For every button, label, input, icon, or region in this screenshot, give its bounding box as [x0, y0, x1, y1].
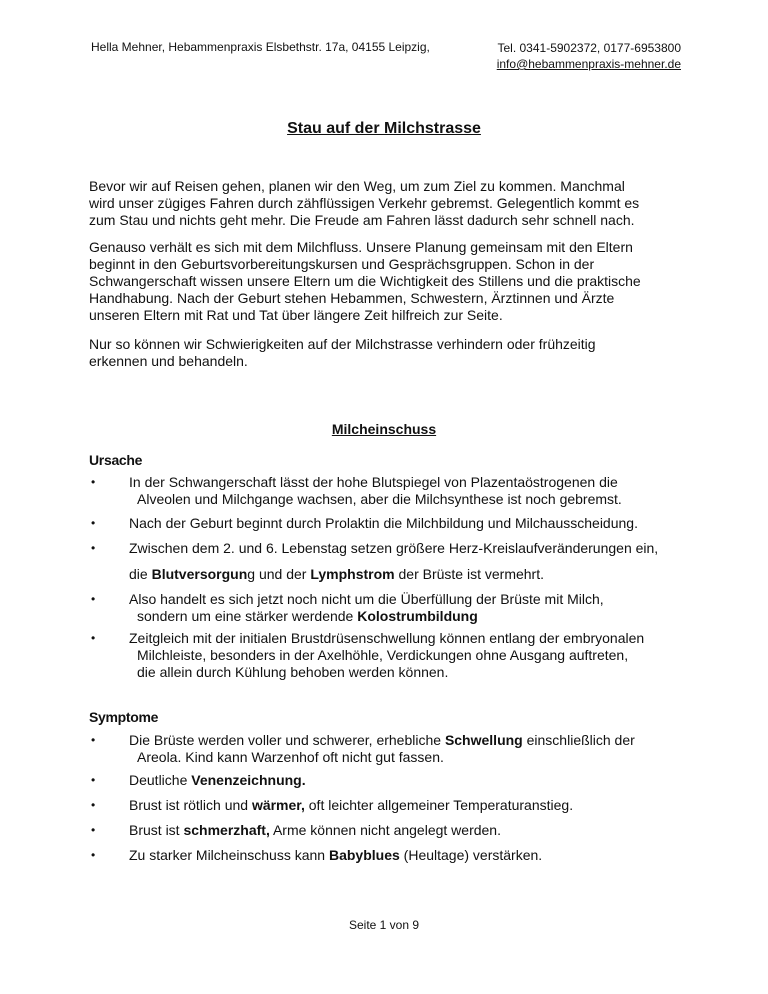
page-number: Seite 1 von 9 — [348, 918, 420, 932]
bullet-icon: • — [91, 798, 96, 812]
section-title: Milcheinschuss — [331, 421, 437, 437]
header-phone: Tel. 0341-5902372, 0177-6953800 — [497, 41, 681, 55]
subheading-symptome: Symptome — [89, 709, 159, 725]
bullet-icon: • — [91, 848, 96, 862]
bullet-icon: • — [91, 733, 96, 747]
bullet-icon: • — [91, 541, 96, 555]
intro-paragraph-1: Bevor wir auf Reisen gehen, planen wir den Weg, um zum Ziel zu kommen. Manchmal wird unser zügiges Fahren durch zähflüssigen Verkehr gebremst. Gelegentlich kommt es zum Stau und nichts geht mehr. Die Freude am Fahren lässt dadurch sehr schnell nach. — [89, 178, 640, 228]
bullet-icon: • — [91, 516, 96, 530]
bullet-icon: • — [91, 592, 96, 606]
document-title: Stau auf der Milchstrasse — [287, 120, 481, 137]
bullet-icon: • — [91, 475, 96, 489]
header-email-link[interactable]: info@hebammenpraxis-mehner.de — [496, 57, 681, 71]
bullet-icon: • — [91, 773, 96, 787]
header-address: Hella Mehner, Hebammenpraxis Elsbethstr. 17a, 04155 Leipzig, — [91, 40, 430, 54]
intro-paragraph-3: Nur so können wir Schwierigkeiten auf der Milchstrasse verhindern oder frühzeitig erkennen und behandeln. — [89, 336, 596, 369]
list-item-continuation: die Blutversorgung und der Lymphstrom der Brüste ist vermehrt. — [129, 566, 544, 582]
intro-paragraph-2: Genauso verhält es sich mit dem Milchfluss. Unsere Planung gemeinsam mit den Eltern beginnt in den Geburtsvorbereitungskursen und Gesprächsgruppen. Schon in der Schwangerschaft wissen unsere Eltern um die Wichtigkeit des Stillens und die praktische Handhabung. Nach der Geburt stehen Hebammen, Schwestern, Ärztinnen und Ärzte unseren Eltern mit Rat und Tat über längere Zeit hilfreich zur Seite. — [89, 239, 641, 323]
subheading-ursache: Ursache — [89, 452, 143, 468]
document-page: Hella Mehner, Hebammenpraxis Elsbethstr. 17a, 04155 Leipzig, Tel. 0341-5902372, 0177-6953800 info@hebammenpraxis-mehner.de Stau auf der Milchstrasse Bevor wir auf Reisen gehen, planen wir den Weg, um zum Ziel zu kommen. Manchmal wird unser zügiges Fahren durch zähflüssigen Verkehr gebremst. Gelegentlich kommt es zum Stau und nichts geht mehr. Die Freude am Fahren lässt dadurch sehr schnell nach. Genauso verhält es sich mit dem Milchfluss. Unsere Planung gemeinsam mit den Eltern beginnt in den Geburtsvorbereitungskursen und Gesprächsgruppen. Schon in der Schwangerschaft wissen unsere Eltern um die Wichtigkeit des Stillens und die praktische Handhabung. Nach der Geburt stehen Hebammen, Schwestern, Ärztinnen und Ärzte unseren Eltern mit Rat und Tat über längere Zeit hilfreich zur Seite. Nur so können wir Schwierigkeiten auf der Milchstrasse verhindern oder frühzeitig erkennen und behandeln. Milcheinschuss Ursache • In der Schwangerschaft lässt der hohe Blutspiegel von Plazentaöstrogenen die Alveolen und Milchgange wachsen, aber die Milchsynthese ist noch gebremst. • Nach der Geburt beginnt durch Prolaktin die Milchbildung und Milchausscheidung. • Zwischen dem 2. und 6. Lebenstag setzen größere Herz-Kreislaufveränderungen ein, die Blutversorgung und der Lymphstrom der Brüste ist vermehrt. • Also handelt es sich jetzt noch nicht um die Überfüllung der Brüste mit Milch, sondern um eine stärker werdende Kolostrumbildung • Zeitgleich mit der initialen Brustdrüsenschwellung können entlang der embryonalen Milchleiste, besonders in der Axelhöhle, Verdickungen ohne Ausgang auftreten, die allein durch Kühlung behoben werden können. Symptome • Die Brüste werden voller und schwerer, erhebliche Schwellung einschließlich der Areola. Kind kann Warzenhof oft nicht gut fassen. • Deutliche Venenzeichnung. • Brust ist rötlich und wärmer, oft leichter allgemeiner Temperaturanstieg. • Brust ist schmerzhaft, Arme können nicht angelegt werden. • Zu starker Milcheinschuss kann Babyblues (Heultage) verstärken. Seite 1 von 9 — [0, 0, 768, 994]
header-contact — [461, 40, 681, 72]
bullet-icon: • — [91, 631, 96, 645]
bullet-icon: • — [91, 823, 96, 837]
